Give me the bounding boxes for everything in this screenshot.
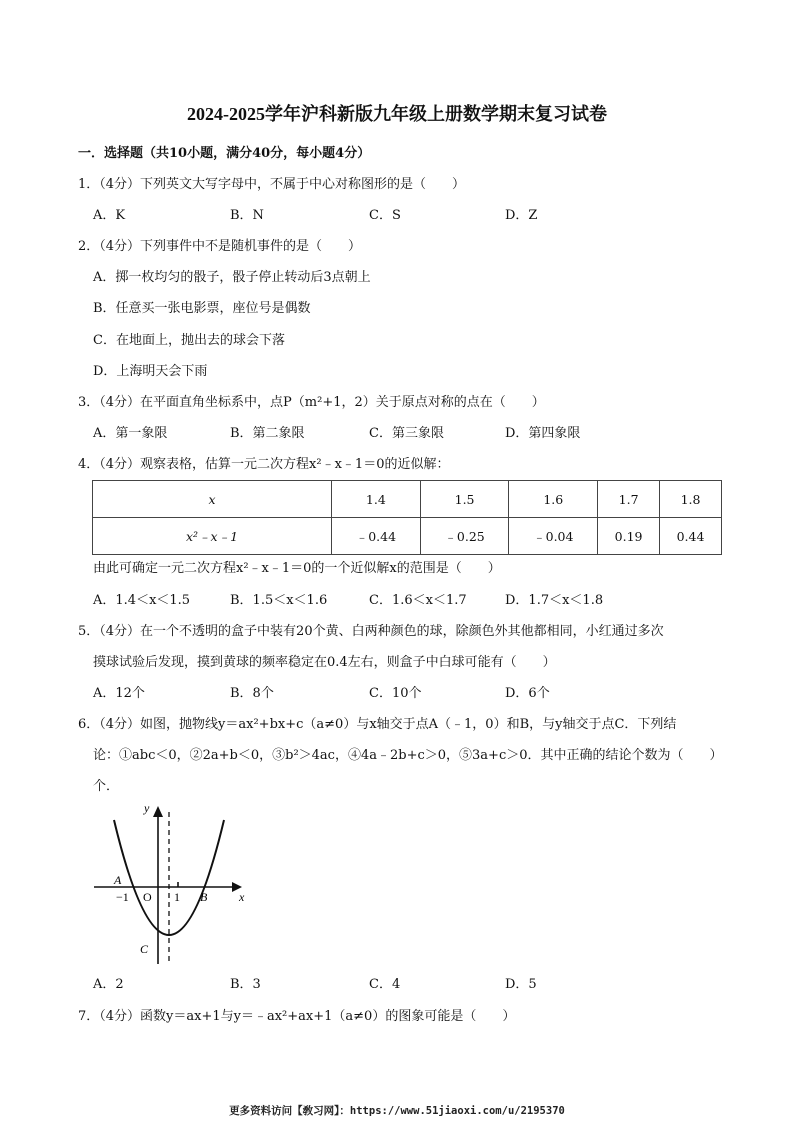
table-cell: 0.19 — [598, 518, 660, 555]
question-1-stem: 1．（4分）下列英文大写字母中，不属于中心对称图形的是（ ） — [78, 177, 466, 192]
table-cell: ﹣0.44 — [332, 518, 421, 555]
question-4-followup: 由此可确定一元二次方程x²﹣x﹣1＝0的一个近似解x的范围是（ ） — [93, 561, 501, 576]
table-cell: ﹣0.25 — [420, 518, 509, 555]
figure-label-a: A — [114, 873, 122, 887]
footer-link[interactable]: 更多资料访问【敎习网】：https://www.51jiaoxi.com/u/2195370 — [229, 1105, 565, 1117]
question-4-stem: 4．（4分）观察表格，估算一元二次方程x²﹣x﹣1＝0的近似解： — [78, 457, 450, 472]
figure-label-neg1: −1 — [116, 890, 129, 904]
question-6-line3: 个． — [93, 779, 120, 794]
question-7-stem: 7．（4分）函数y＝ax+1与y＝﹣ax²+ax+1（a≠0）的图象可能是（ ） — [78, 1009, 516, 1024]
figure-label-y: y — [144, 801, 150, 815]
table-cell: 1.6 — [509, 481, 598, 518]
table-cell: x²﹣x﹣1 — [93, 518, 332, 555]
table-cell: ﹣0.04 — [509, 518, 598, 555]
figure-label-origin: O — [143, 890, 152, 904]
q6-option-b: B．3 — [230, 977, 261, 992]
question-3-stem: 3．（4分）在平面直角坐标系中，点P（m²+1，2）关于原点对称的点在（ ） — [78, 395, 545, 410]
q2-option-d: D．上海明天会下雨 — [93, 364, 208, 379]
q5-option-a: A．12个 — [93, 686, 145, 701]
table-row — [93, 518, 722, 555]
q3-option-b: B．第二象限 — [230, 426, 305, 441]
q6-option-c: C．4 — [369, 977, 401, 992]
q2-option-b: B．任意买一张电影票，座位号是偶数 — [93, 301, 311, 316]
q3-option-c: C．第三象限 — [369, 426, 444, 441]
q5-option-c: C．10个 — [369, 686, 422, 701]
table-cell: 0.44 — [660, 518, 722, 555]
question-5-line2: 摸球试验后发现，摸到黄球的频率稳定在0.4左右，则盒子中白球可能有（ ） — [93, 655, 556, 670]
q1-option-b: B．N — [230, 208, 264, 223]
figure-label-x: x — [239, 890, 245, 904]
figure-label-one: 1 — [174, 890, 180, 904]
q2-option-c: C．在地面上，抛出去的球会下落 — [93, 333, 285, 348]
q6-option-a: A．2 — [93, 977, 124, 992]
table-cell: 1.8 — [660, 481, 722, 518]
question-2-stem: 2．（4分）下列事件中不是随机事件的是（ ） — [78, 239, 362, 254]
q4-option-d: D．1.7＜x＜1.8 — [505, 593, 604, 608]
q2-option-a: A．掷一枚均匀的骰子，骰子停止转动后3点朝上 — [93, 270, 371, 285]
question-6-line1: 6．（4分）如图，抛物线y＝ax²+bx+c（a≠0）与x轴交于点A（﹣1，0）和B，与y轴交于点C．下列结 — [78, 717, 677, 732]
question-6-line2: 论：①abc＜0，②2a+b＜0，③b²＞4ac，④4a﹣2b+c＞0，⑤3a+c＞0．其中正确的结论个数为（ ） — [93, 748, 723, 763]
q1-option-c: C．S — [369, 208, 401, 223]
q5-option-d: D．6个 — [505, 686, 550, 701]
q4-option-a: A．1.4＜x＜1.5 — [93, 593, 191, 608]
q5-option-b: B．8个 — [230, 686, 274, 701]
q3-option-a: A．第一象限 — [93, 426, 168, 441]
table-cell: 1.5 — [420, 481, 509, 518]
question-5-line1: 5．（4分）在一个不透明的盒子中装有20个黄、白两种颜色的球，除颜色外其他都相同，小红通过多次 — [78, 624, 664, 639]
page-title: 2024-2025学年沪科新版九年级上册数学期末复习试卷 — [187, 104, 607, 124]
figure-label-c: C — [140, 942, 149, 956]
table-cell: 1.7 — [598, 481, 660, 518]
q3-option-d: D．第四象限 — [505, 426, 581, 441]
table-cell: 1.4 — [332, 481, 421, 518]
q6-option-d: D．5 — [505, 977, 537, 992]
table-row — [93, 481, 722, 518]
q1-option-d: D．Z — [505, 208, 538, 223]
q4-option-c: C．1.6＜x＜1.7 — [369, 593, 467, 608]
values-table — [92, 480, 722, 555]
q4-option-b: B．1.5＜x＜1.6 — [230, 593, 328, 608]
figure-label-b: B — [200, 890, 208, 904]
q1-option-a: A．K — [93, 208, 126, 223]
parabola-figure — [92, 798, 252, 970]
section-heading: 一．选择题（共10小题，满分40分，每小题4分） — [78, 146, 371, 161]
table-cell: x — [93, 481, 332, 518]
